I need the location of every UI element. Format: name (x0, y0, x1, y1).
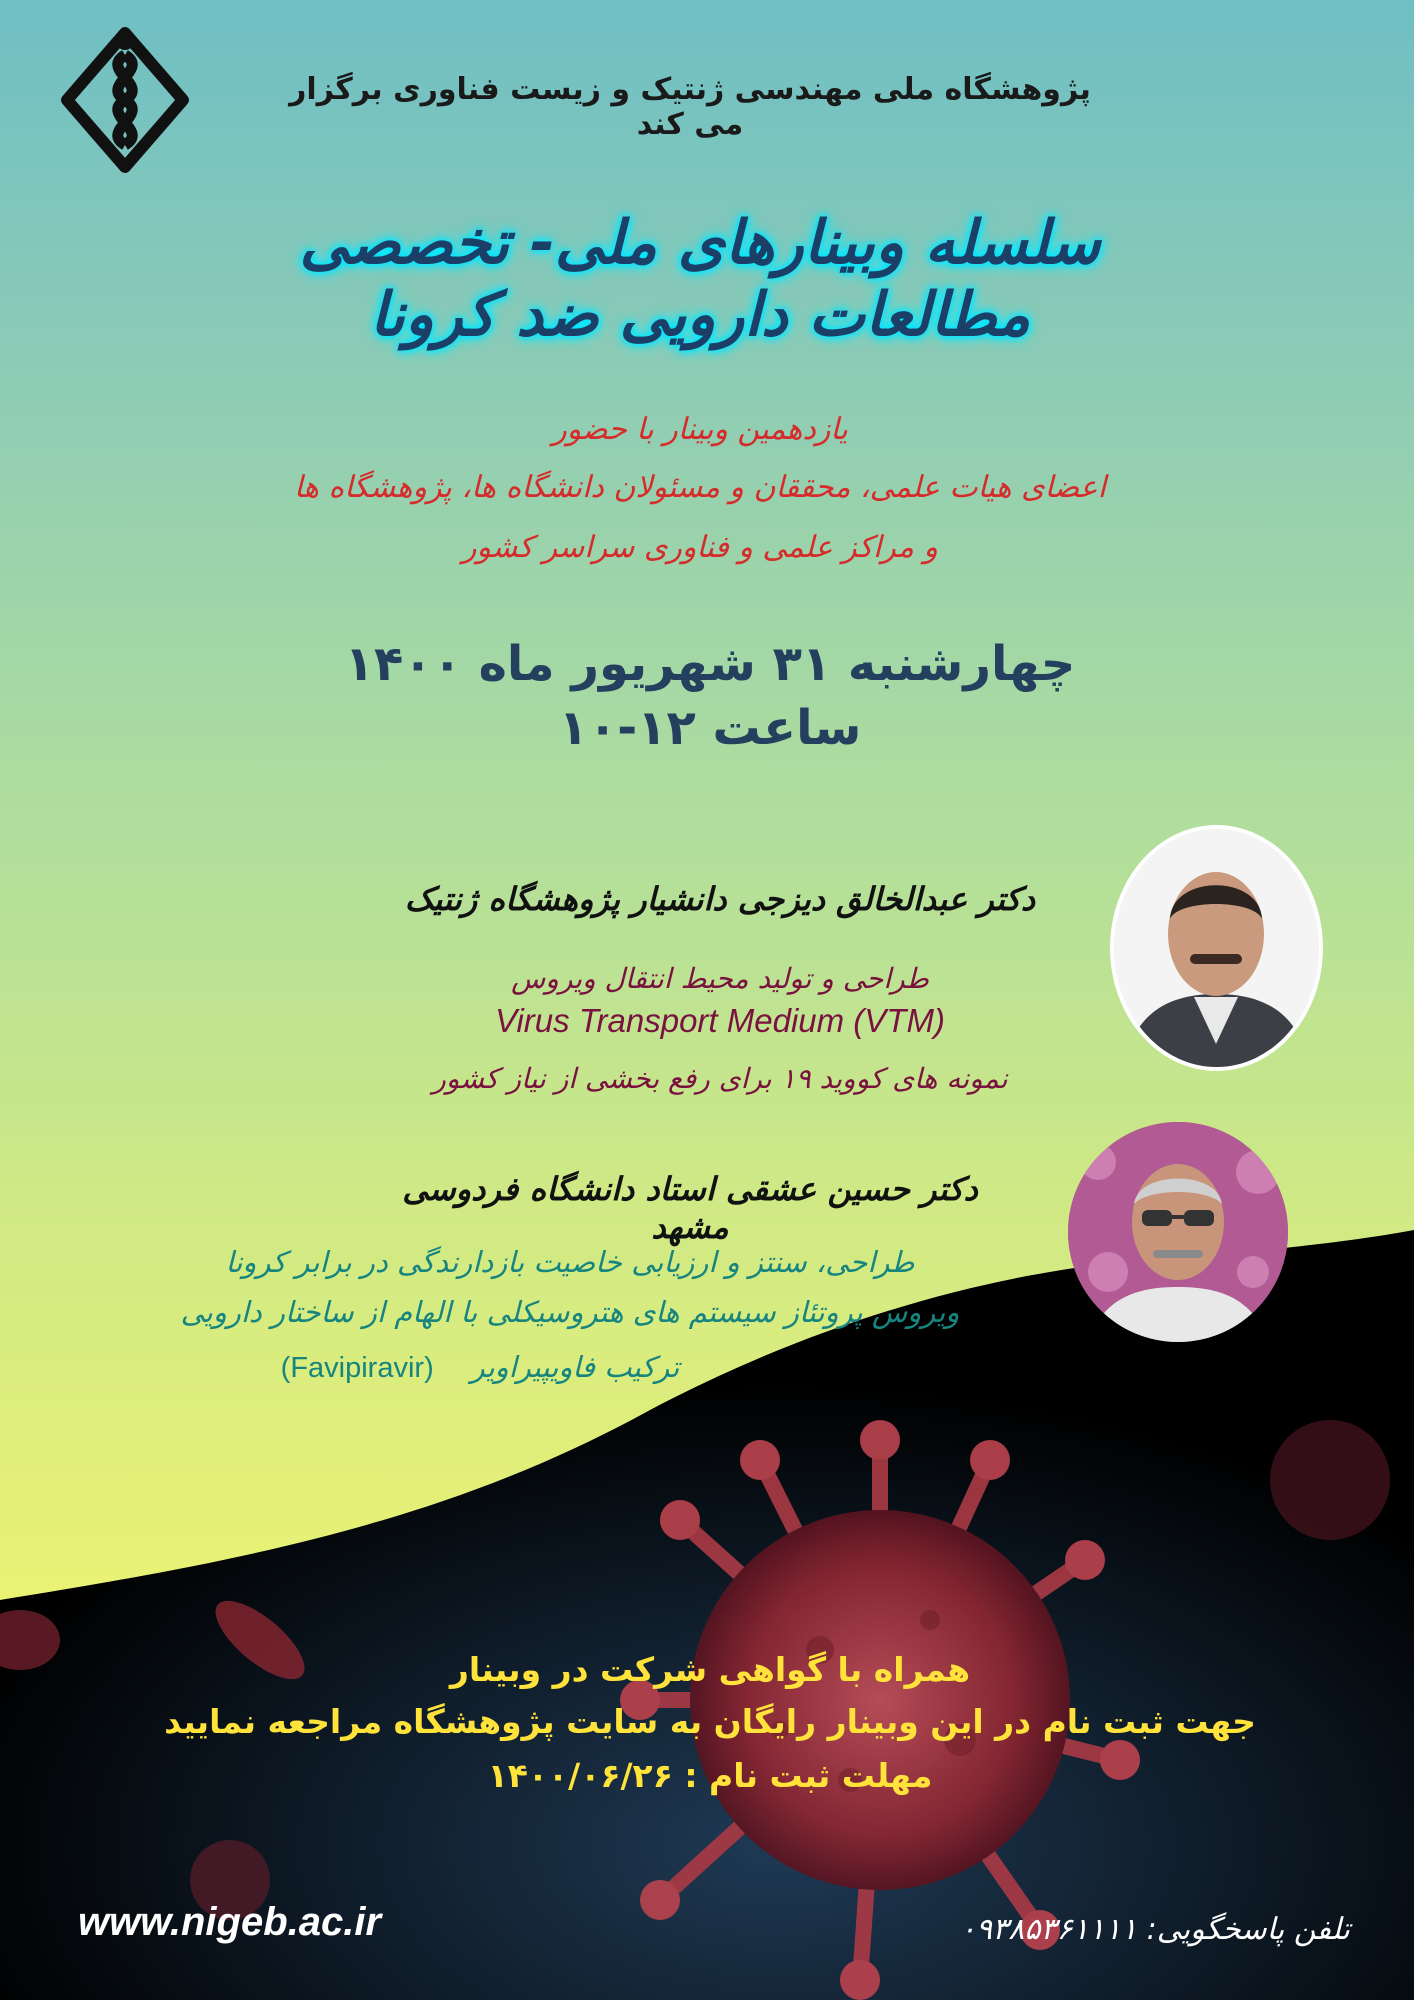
intro-line-1: یازدهمین وبینار با حضور (552, 412, 848, 447)
registration-deadline: مهلت ثبت نام : ۱۴۰۰/۰۶/۲۶ (487, 1756, 933, 1795)
certificate-note: همراه با گواهی شرکت در وبینار (449, 1650, 971, 1689)
speaker-2-name: دکتر حسین عشقی استاد دانشگاه فردوسی مشهد (402, 1170, 978, 1246)
host-statement: پژوهشگاه ملی مهندسی ژنتیک و زیست فناوری برگزار می کند (289, 72, 1091, 142)
website-link[interactable]: www.nigeb.ac.ir (78, 1900, 382, 1944)
contact-phone: تلفن پاسخگویی: ۰۹۳۸۵۳۶۱۱۱۱ (959, 1912, 1350, 1947)
nigeb-logo-icon (55, 25, 195, 175)
speaker-1-photo (1110, 825, 1323, 1071)
page-subtitle: مطالعات دارویی ضد کرونا (369, 280, 1031, 350)
drug-name-fa: ترکیب فاویپیراویر (470, 1350, 680, 1384)
speaker-2-photo (1068, 1122, 1288, 1342)
speaker-2-topic-line-3 (220, 1350, 740, 1385)
speaker-1-name: دکتر عبدالخالق دیزجی دانشیار پژوهشگاه ژنتیک (404, 880, 1036, 918)
speaker-1-topic-line-1: طراحی و تولید محیط انتقال ویروس (511, 962, 929, 995)
event-date: چهارشنبه ۳۱ شهریور ماه ۱۴۰۰ (344, 636, 1076, 692)
speaker-1-topic-line-2: Virus Transport Medium (VTM) (495, 1002, 945, 1039)
page-title: سلسله وبینارهای ملی- تخصصی (299, 208, 1101, 278)
drug-name-en: (Favipiravir) (280, 1352, 434, 1384)
speaker-2-topic-line-1: طراحی، سنتز و ارزیابی خاصیت بازدارندگی در برابر کرونا (225, 1245, 915, 1279)
intro-line-2: اعضای هیات علمی، محققان و مسئولان دانشگاه ها، پژوهشگاه ها (293, 470, 1107, 505)
speaker-1-topic-line-3: نمونه های کووید ۱۹ برای رفع بخشی از نیاز کشور (432, 1062, 1008, 1095)
speaker-2-topic-line-2: ویروس پروتئاز سیستم های هتروسیکلی با الهام از ساختار دارویی (180, 1295, 960, 1329)
intro-line-3: و مراکز علمی و فناوری سراسر کشور (462, 530, 938, 565)
registration-note: جهت ثبت نام در این وبینار رایگان به سایت پژوهشگاه مراجعه نمایید (164, 1702, 1256, 1741)
event-time: ساعت ۱۲-۱۰ (558, 700, 862, 756)
